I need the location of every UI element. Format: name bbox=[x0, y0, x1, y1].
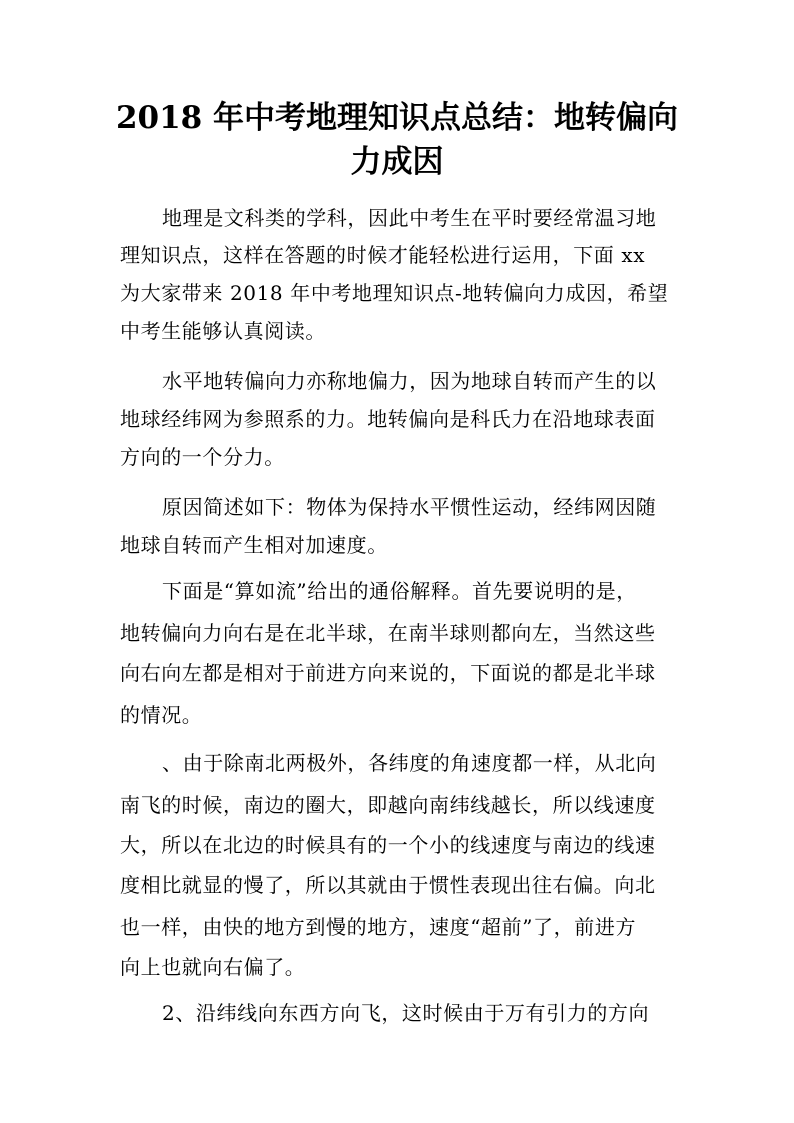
paragraph-2-line-2: 地球经纬网为参照系的力。地转偏向是科氏力在沿地球表面 bbox=[120, 407, 656, 431]
title-line-1: 2018 年中考地理知识点总结：地转偏向 bbox=[115, 100, 679, 136]
paragraph-1-line-4: 中考生能够认真阅读。 bbox=[120, 319, 326, 343]
paragraph-2-line-1: 水平地转偏向力亦称地偏力，因为地球自转而产生的以 bbox=[162, 369, 657, 393]
paragraph-4-line-4: 的情况。 bbox=[120, 703, 203, 727]
paragraph-3-line-2: 地球自转而产生相对加速度。 bbox=[120, 533, 388, 557]
paragraph-5-line-3: 大，所以在北边的时候具有的一个小的线速度与南边的线速 bbox=[120, 833, 656, 857]
paragraph-1-line-2: 理知识点，这样在答题的时候才能轻松进行运用，下面 xx bbox=[120, 243, 646, 267]
paragraph-1-line-3: 为大家带来 2018 年中考地理知识点-地转偏向力成因，希望 bbox=[120, 281, 669, 305]
paragraph-6-line-1: 2、沿纬线向东西方向飞，这时候由于万有引力的方向 bbox=[162, 1001, 650, 1025]
paragraph-4-line-1: 下面是“算如流”给出的通俗解释。首先要说明的是， bbox=[162, 579, 637, 603]
paragraph-4-line-2: 地转偏向力向右是在北半球，在南半球则都向左，当然这些 bbox=[120, 621, 656, 645]
paragraph-4-line-3: 向右向左都是相对于前进方向来说的，下面说的都是北半球 bbox=[120, 661, 656, 685]
document-title bbox=[110, 96, 684, 184]
paragraph-2-line-3: 方向的一个分力。 bbox=[120, 445, 285, 469]
paragraph-3-line-1: 原因简述如下：物体为保持水平惯性运动，经纬网因随 bbox=[162, 495, 657, 519]
paragraph-1-line-1: 地理是文科类的学科，因此中考生在平时要经常温习地 bbox=[162, 206, 657, 230]
paragraph-5-line-1: 、由于除南北两极外，各纬度的角速度都一样，从北向 bbox=[162, 751, 657, 775]
paragraph-5-line-5: 也一样，由快的地方到慢的地方，速度“超前”了，前进方 bbox=[120, 915, 637, 939]
paragraph-5-line-6: 向上也就向右偏了。 bbox=[120, 955, 306, 979]
paragraph-5-line-4: 度相比就显的慢了，所以其就由于惯性表现出往右偏。向北 bbox=[120, 873, 656, 897]
paragraph-5-line-2: 南飞的时候，南边的圈大，即越向南纬线越长，所以线速度 bbox=[120, 793, 656, 817]
title-line-2: 力成因 bbox=[350, 144, 444, 180]
